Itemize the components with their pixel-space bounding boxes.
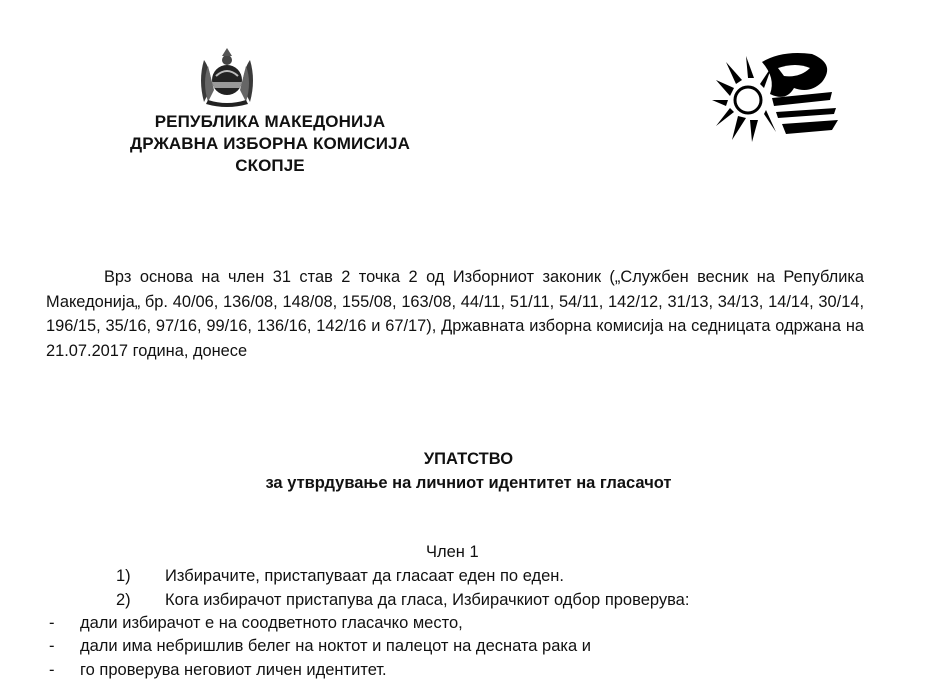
item-text: Избирачите, пристапуваат да гласаат еден по еден. bbox=[165, 567, 565, 585]
item-number: 1) bbox=[116, 567, 131, 585]
header-republic: РЕПУБЛИКА МАКЕДОНИЈА bbox=[154, 112, 386, 131]
bullet-text: дали избирачот е на соодветното гласачко место, bbox=[80, 614, 463, 632]
intro-text: Врз основа на член 31 став 2 точка 2 од Изборниот законик („Службен весник на Република Македонија„ бр. 40/06, 136/08, 148/08, 155/08, 163/08, 44/11, 51/11, 54/11, 142/12, 31/13, 34/13, 14/14, 30/14, 196/15, 35/16, 97/16, 99/16, 136/16, 142/16 и 67/17), Државната изборна комисија на седницата одржана на 21.07.2017 година, донесе bbox=[46, 268, 864, 360]
bullet-dash: - bbox=[49, 661, 55, 679]
bullet-dash: - bbox=[49, 637, 55, 655]
bullet-text: дали има небришлив белег на ноктот и палецот на десната рака и bbox=[80, 637, 591, 655]
document-subtitle: за утврдување на личниот идентитет на гласачот bbox=[265, 474, 672, 492]
sun-commission-logo-icon bbox=[712, 48, 840, 142]
bullet-text: го проверува неговиот личен идентитет. bbox=[80, 661, 387, 679]
header-city: СКОПЈЕ bbox=[235, 156, 305, 175]
article-heading: Член 1 bbox=[426, 543, 479, 561]
item-number: 2) bbox=[116, 591, 131, 609]
item-text: Кога избирачот пристапува да гласа, Избирачкиот одбор проверува: bbox=[165, 591, 690, 609]
header-commission: ДРЖАВНА ИЗБОРНА КОМИСИЈА bbox=[130, 134, 410, 153]
document-title: УПАТСТВО bbox=[423, 450, 514, 468]
bullet-dash: - bbox=[49, 614, 55, 632]
state-emblem-icon bbox=[196, 46, 258, 110]
intro-paragraph bbox=[46, 265, 864, 363]
